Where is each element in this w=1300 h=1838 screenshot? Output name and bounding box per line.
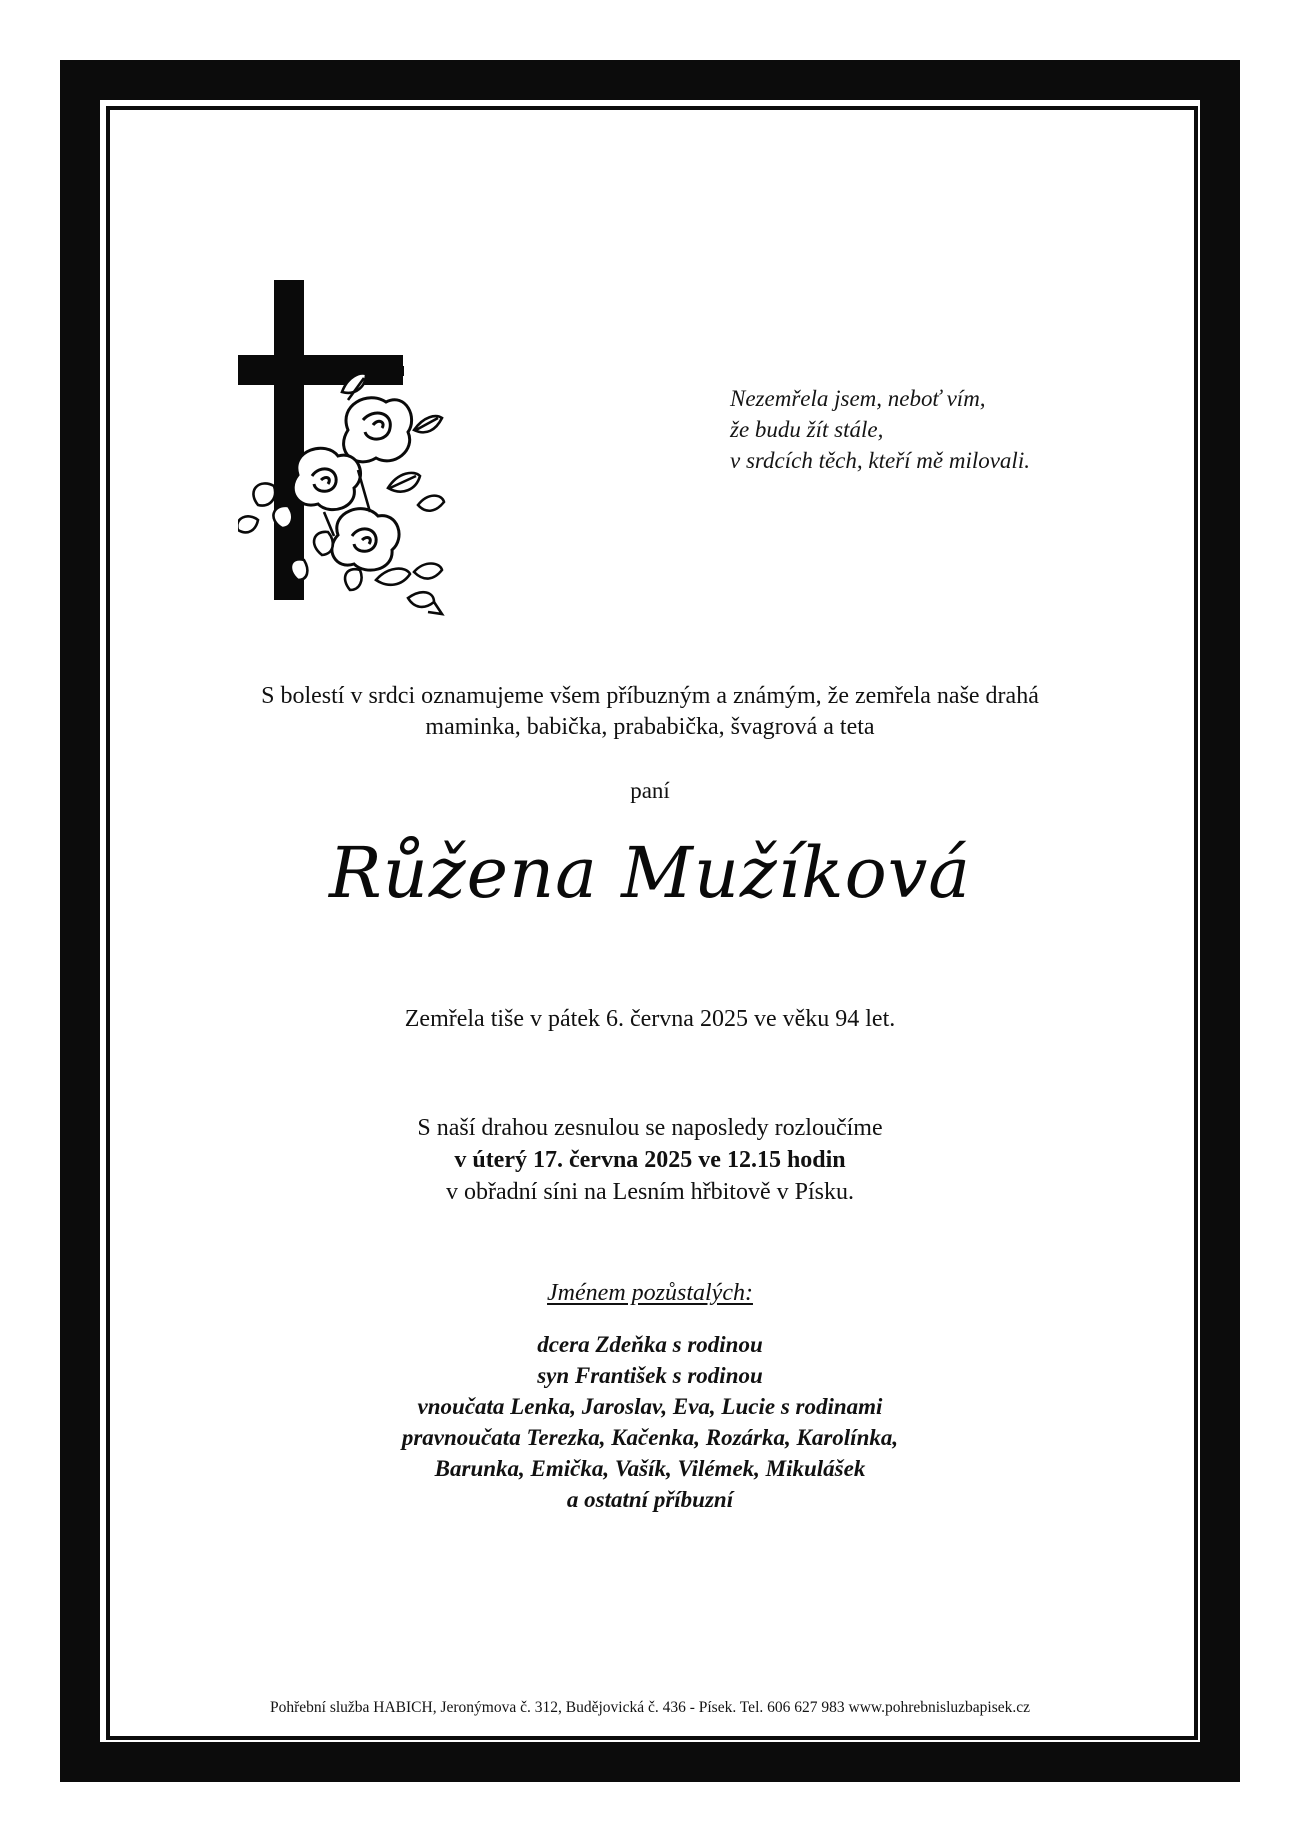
mourner-line: vnoučata Lenka, Jaroslav, Eva, Lucie s rodinami bbox=[417, 1394, 883, 1419]
farewell-location: v obřadní síni na Lesním hřbitově v Písku. bbox=[446, 1179, 854, 1205]
deceased-name: Růžena Mužíková bbox=[328, 832, 972, 914]
quote-line: že budu žít stále, bbox=[730, 417, 884, 442]
farewell-info bbox=[100, 1112, 1200, 1208]
mourners-list bbox=[100, 1329, 1200, 1515]
memorial-quote bbox=[730, 383, 1130, 476]
mourner-line: pravnoučata Terezka, Kačenka, Rozárka, Karolínka, bbox=[401, 1425, 899, 1450]
honorific: paní bbox=[630, 778, 670, 803]
mourner-line: a ostatní příbuzní bbox=[566, 1487, 734, 1512]
announcement bbox=[100, 681, 1200, 743]
mourner-line: syn František s rodinou bbox=[537, 1363, 763, 1388]
on-behalf-heading: Jménem pozůstalých: bbox=[547, 1280, 753, 1306]
funeral-service-footer: Pohřební služba HABICH, Jeronýmova č. 312, Budějovická č. 436 - Písek. Tel. 606 627 983 www.pohrebnisluzbapisek.cz bbox=[269, 1699, 1030, 1716]
death-notice: Zemřela tiše v pátek 6. června 2025 ve věku 94 let. bbox=[404, 1006, 896, 1032]
quote-line: Nezemřela jsem, neboť vím, bbox=[730, 386, 986, 411]
mourner-line: Barunka, Emička, Vašík, Vilémek, Mikulášek bbox=[434, 1456, 866, 1481]
announcement-line: S bolestí v srdci oznamujeme všem příbuzným a známým, že zemřela naše drahá bbox=[261, 683, 1039, 709]
cross-with-roses-icon bbox=[238, 280, 463, 625]
announcement-line: maminka, babička, prababička, švagrová a teta bbox=[425, 714, 875, 740]
quote-line: v srdcích těch, kteří mě milovali. bbox=[730, 448, 1030, 473]
farewell-line: S naší drahou zesnulou se naposledy rozloučíme bbox=[417, 1115, 883, 1141]
farewell-date-time: v úterý 17. června 2025 ve 12.15 hodin bbox=[454, 1147, 846, 1173]
mourner-line: dcera Zdeňka s rodinou bbox=[537, 1332, 763, 1357]
